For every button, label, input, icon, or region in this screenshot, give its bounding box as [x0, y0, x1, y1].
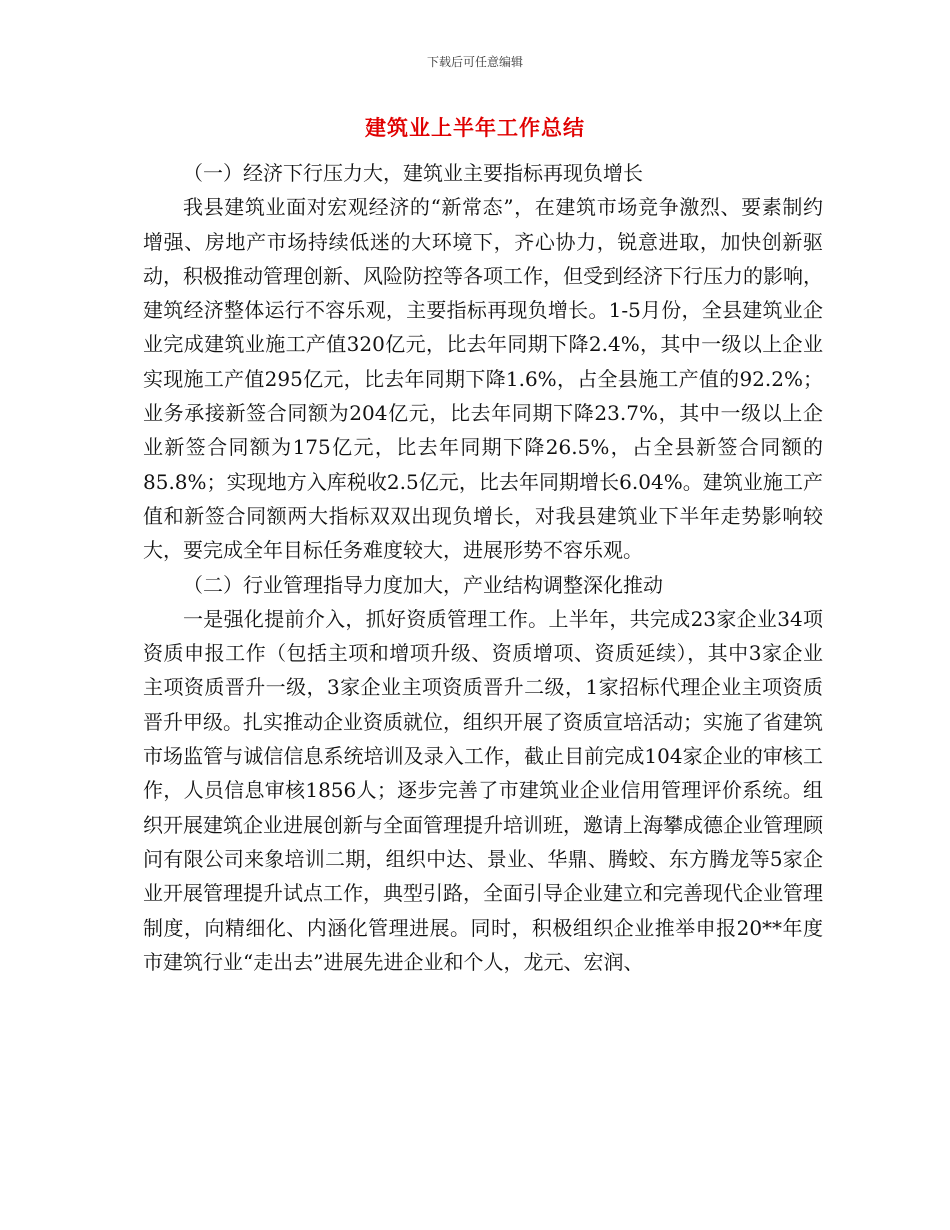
paragraph-2: 一是强化提前介入，抓好资质管理工作。上半年，共完成23家企业34项资质申报工作（包括主项和增项升级、资质增项、资质延续），其中3家企业主项资质晋升一级，3家企业主项资质晋升二级，1家招标代理企业主项资质晋升甲级。扎实推动企业资质就位，组织开展了资质宣培活动；实施了省建筑市场监管与诚信信息系统培训及录入工作，截止目前完成104家企业的审核工作，人员信息审核1856人；逐步完善了市建筑业企业信用管理评价系统。组织开展建筑企业进展创新与全面管理提升培训班，邀请上海攀成德企业管理顾问有限公司来象培训二期，组织中达、景业、华鼎、腾蛟、东方腾龙等5家企业开展管理提升试点工作，典型引路，全面引导企业建立和完善现代企业管理制度，向精细化、内涵化管理进展。同时，积极组织企业推举申报20**年度市建筑行业“走出去”进展先进企业和个人，龙元、宏润、	[143, 606, 823, 974]
header-note: 下载后可任意编辑	[426, 55, 523, 69]
section-heading-2: （二）行业管理指导力度加大，产业结构调整深化推动	[183, 572, 663, 597]
document-title: 建筑业上半年工作总结	[365, 116, 585, 140]
document-body	[143, 156, 823, 979]
section-heading-1: （一）经济下行压力大，建筑业主要指标再现负增长	[183, 161, 643, 185]
paragraph-1: 我县建筑业面对宏观经济的“新常态”，在建筑市场竞争激烈、要素制约增强、房地产市场持续低迷的大环境下，齐心协力，锐意进取，加快创新驱动，积极推动管理创新、风险防控等各项工作，但受到经济下行压力的影响，建筑经济整体运行不容乐观，主要指标再现负增长。1-5月份，全县建筑业企业完成建筑业施工产值320亿元，比去年同期下降2.4%，其中一级以上企业实现施工产值295亿元，比去年同期下降1.6%，占全县施工产值的92.2%；业务承接新签合同额为204亿元，比去年同期下降23.7%，其中一级以上企业新签合同额为175亿元，比去年同期下降26.5%，占全县新签合同额的85.8%；实现地方入库税收2.5亿元，比去年同期增长6.04%。建筑业施工产值和新签合同额两大指标双双出现负增长，对我县建筑业下半年走势影响较大，要完成全年目标任务难度较大，进展形势不容乐观。	[143, 195, 823, 563]
